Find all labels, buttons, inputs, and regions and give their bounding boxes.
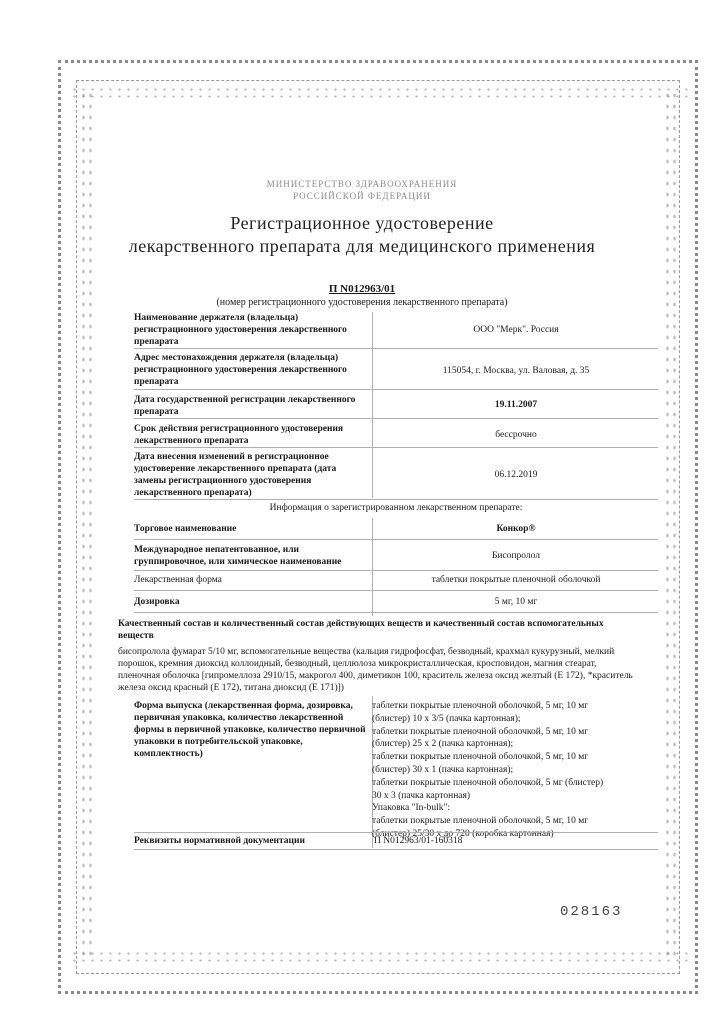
holder-value: ООО "Мерк". Россия: [473, 325, 559, 335]
trade-name-label: Торговое наименование: [134, 524, 237, 534]
inn-value: Бисопролол: [491, 551, 541, 561]
registration-number-caption: (номер регистрационного удостоверения лекарственного препарата): [216, 297, 508, 308]
release-form-line: (блистер) 10 x 3/5 (пачка картонная);: [372, 713, 521, 724]
release-form-line: таблетки покрытые пленочной оболочкой, 5 мг, 10 мг: [372, 701, 589, 711]
address-value: 115054, г. Москва, ул. Валовая, д. 35: [442, 366, 590, 376]
dosage-form-label: Лекарственная форма: [134, 575, 222, 585]
ministry-header: [0, 178, 724, 202]
change-date-row: [134, 451, 658, 500]
validity-row: [134, 423, 658, 448]
holder-label: Наименование держателя (владельца) регистрационного удостоверения лекарственного препарата: [134, 313, 347, 347]
composition-heading: Качественный состав и количественный состав действующих веществ и качественный состав вспомогательных веществ: [118, 619, 604, 641]
release-forms-value: [372, 700, 634, 841]
normative-label: Реквизиты нормативной документации: [134, 836, 305, 846]
address-label: Адрес местонахождения держателя (владельца) регистрационного удостоверения лекарственного препарата: [134, 353, 347, 387]
dosage-value: 5 мг, 10 мг: [494, 597, 538, 607]
release-form-line: Упаковка "In-bulk":: [372, 803, 450, 814]
release-form-line: таблетки покрытые пленочной оболочкой, 5 мг (блистер): [372, 777, 604, 788]
dosage-form-value: таблетки покрытые пленочной оболочкой: [431, 575, 601, 585]
release-form-line: (блистер) 30 x 1 (пачка картонная);: [372, 764, 514, 775]
border-ornament-top: [70, 86, 690, 98]
release-form-line: (блистер) 25 x 2 (пачка картонная);: [372, 739, 514, 750]
serial-number: 028163: [560, 904, 623, 920]
composition-text: бисопролола фумарат 5/10 мг, вспомогательные вещества (кальция гидрофосфат, безводный, крахмал кукурузный, мелкий порошок, кремния диоксид коллоидный, безводный, целлюлоза микрокристаллическая, кросповидон, магния стеарат, пленочная оболочка [гипромеллоза 2910/15, макрогол 400, диметикон 100, краситель железа оксид желтый (Е 172), *краситель железа оксид красный (Е 172), титана диоксид (Е 171)]): [118, 647, 633, 693]
border-ornament-bottom: [70, 950, 690, 962]
registration-number: П N012963/01: [328, 283, 396, 295]
normative-row: [134, 832, 658, 850]
change-date-value: 06.12.2019: [494, 470, 538, 480]
inn-label: Международное непатентованное, или группировочное, или химическое наименование: [134, 545, 342, 567]
trade-name-row: [134, 521, 658, 540]
validity-value: бессрочно: [495, 430, 537, 440]
title-line: Регистрационное удостоверение: [230, 213, 494, 233]
reg-date-label: Дата государственной регистрации лекарственного препарата: [134, 395, 356, 417]
release-form-line: таблетки покрытые пленочной оболочкой, 5 мг, 10 мг: [372, 752, 589, 763]
release-form-line: 30 x 3 (пачка картонная): [372, 790, 471, 801]
release-forms-label: Форма выпуска (лекарственная форма, дозировка, первичная упаковка, количество лекарственной формы в первичной упаковке, количество первичной упаковки в потребительской упаковке, комплектность): [134, 701, 366, 759]
ministry-header-line: РОССИЙСКОЙ ФЕДЕРАЦИИ: [293, 191, 431, 201]
release-form-line: таблетки покрытые пленочной оболочкой, 5 мг, 10 мг: [372, 816, 589, 827]
release-form-line: таблетки покрытые пленочной оболочкой, 5 мг, 10 мг: [372, 726, 589, 737]
normative-value: П N012963/01-160318: [374, 836, 463, 846]
dosage-label: Дозировка: [134, 597, 180, 607]
trade-name-value: Конкор®: [496, 524, 536, 534]
reg-date-row: [134, 394, 658, 419]
reg-date-value: 19.11.2007: [494, 400, 538, 410]
inn-row: [134, 544, 658, 571]
info-heading: Информация о зарегистрированном лекарственном препарате:: [269, 503, 523, 513]
dosage-form-row: [134, 574, 658, 591]
release-form-line: (блистер) 25/30 x до 720 (коробка картонная): [372, 828, 554, 839]
holder-row: [134, 312, 658, 349]
document-title: [0, 212, 724, 258]
address-row: [134, 352, 658, 390]
validity-label: Срок действия регистрационного удостоверения лекарственного препарата: [134, 424, 344, 446]
title-line: лекарственного препарата для медицинского применения: [128, 236, 596, 256]
change-date-label: Дата внесения изменений в регистрационное удостоверение лекарственного препарата (дата замены регистрационного удостоверения лекарственного препарата): [134, 452, 337, 498]
ministry-header-line: МИНИСТЕРСТВО ЗДРАВООХРАНЕНИЯ: [266, 179, 458, 189]
dosage-row: [134, 594, 658, 613]
